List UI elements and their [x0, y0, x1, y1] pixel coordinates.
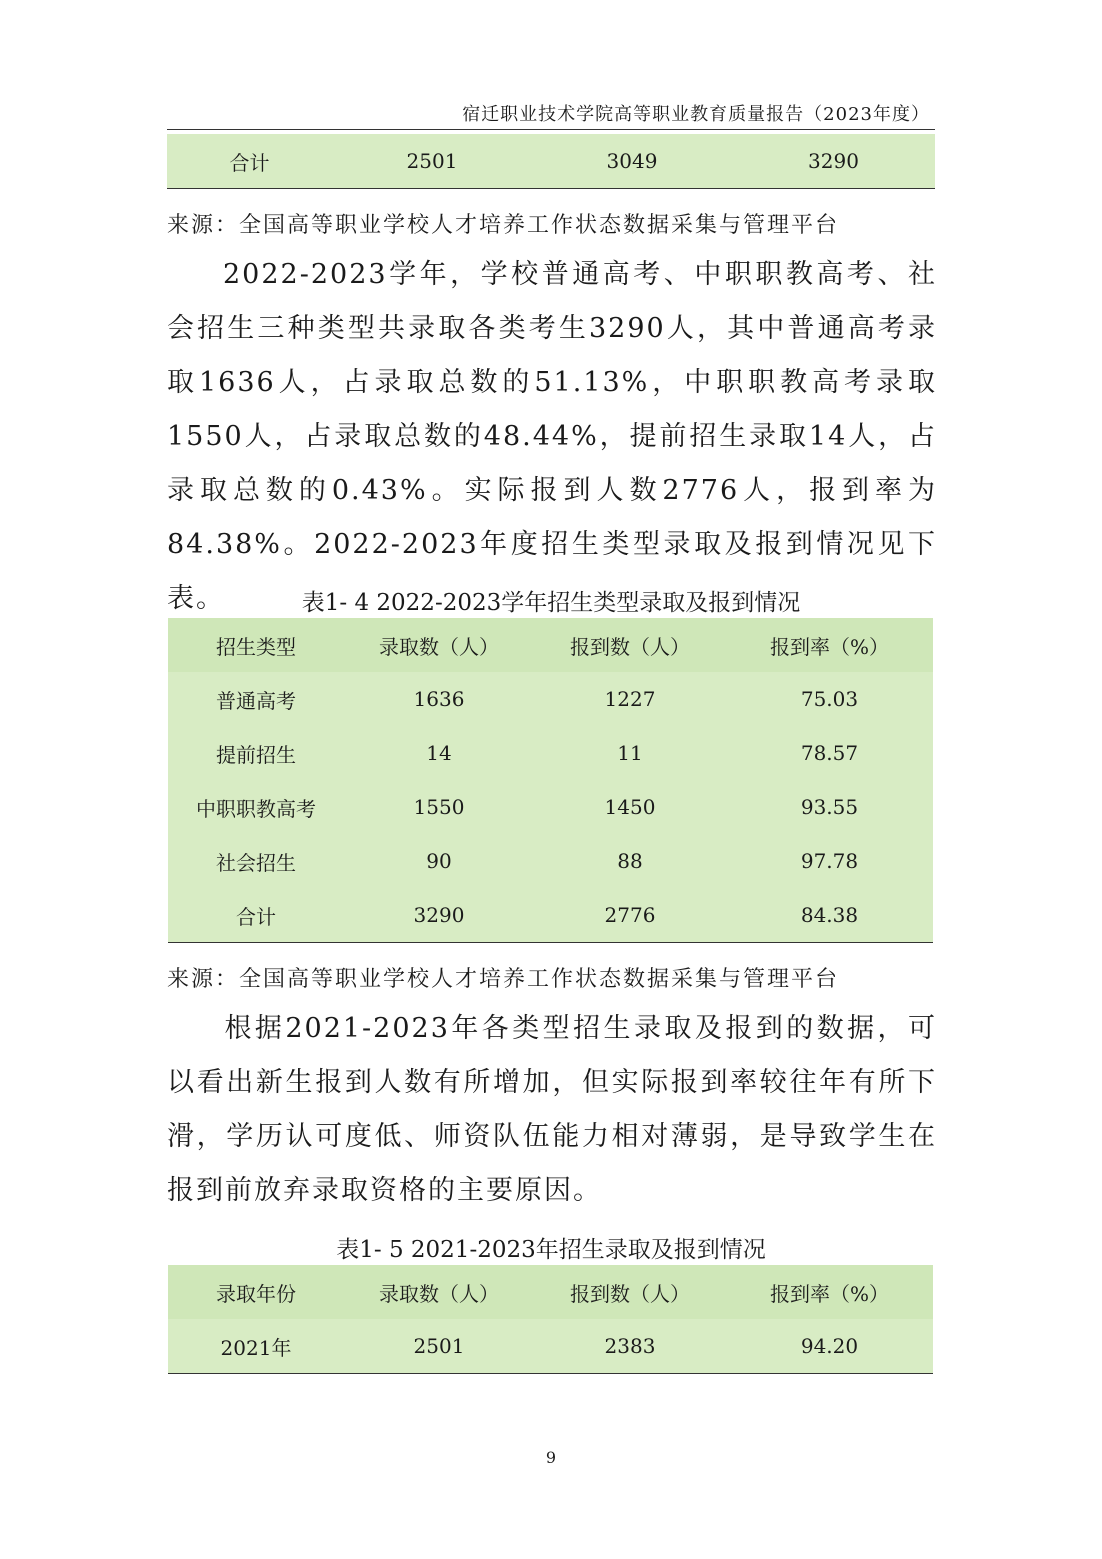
table-cell: 97.78 — [800, 849, 859, 873]
table-row — [168, 834, 933, 888]
table-row — [168, 888, 933, 943]
table-header-cell: 录取数（人） — [379, 634, 499, 659]
table-cell: 3290 — [808, 149, 859, 173]
table-cell: 1450 — [604, 795, 656, 819]
table-caption: 表1- 4 2022-2023学年招生类型录取及报到情况 — [301, 590, 801, 616]
paragraph-text: 根据2021-2023年各类型招生录取及报到的数据，可以看出新生报到人数有所增加，但实际报到率较往年有所下滑，学历认可度低、师资队伍能力相对薄弱，是导致学生在报到前放弃录取资格的主要原因。 — [167, 1013, 937, 1206]
table-header-cell: 报到数（人） — [570, 634, 690, 659]
table-cell: 11 — [617, 741, 643, 765]
table-cell: 2383 — [604, 1334, 656, 1358]
running-header: 宿迁职业技术学院高等职业教育质量报告（2023年度） — [462, 104, 930, 125]
table-cell: 中职职教高考 — [196, 796, 316, 821]
table-cell: 1636 — [413, 687, 465, 711]
table-header-cell: 招生类型 — [216, 634, 296, 659]
table-cell: 78.57 — [800, 741, 859, 765]
table-cell: 84.38 — [800, 903, 859, 927]
table-cell: 14 — [426, 741, 452, 765]
table-cell: 90 — [426, 849, 452, 873]
table-cell: 93.55 — [800, 795, 859, 819]
source-note: 来源：全国高等职业学校人才培养工作状态数据采集与管理平台 — [167, 213, 840, 238]
table-cell: 普通高考 — [216, 688, 296, 713]
admission-year-table — [168, 1265, 933, 1374]
body-paragraph — [167, 1002, 937, 1218]
table-cell: 1550 — [413, 795, 465, 819]
table-row — [168, 726, 933, 780]
table-cell: 2021年 — [220, 1335, 292, 1360]
table-row — [168, 672, 933, 726]
table-cell: 2501 — [406, 149, 458, 173]
table-row — [168, 780, 933, 834]
table-cell: 3290 — [413, 903, 465, 927]
table-header-row — [168, 618, 933, 672]
table-row — [167, 134, 935, 189]
page-number: 9 — [545, 1448, 557, 1467]
table-cell: 94.20 — [800, 1334, 859, 1358]
paragraph-text: 2022-2023学年，学校普通高考、中职职教高考、社会招生三种类型共录取各类考生3290人，其中普通高考录取1636人，占录取总数的51.13%，中职职教高考录取1550人，占录取总数的48.44%，提前招生录取14人，占录取总数的0.43%。实际报到人数2776人，报到率为84.38%。2022-2023年度招生类型录取及报到情况见下表。 — [167, 259, 937, 614]
table-header-cell: 报到率（%） — [769, 1281, 889, 1306]
table-cell: 提前招生 — [216, 742, 296, 767]
source-note: 来源：全国高等职业学校人才培养工作状态数据采集与管理平台 — [167, 967, 840, 992]
table-header-cell: 录取数（人） — [379, 1281, 499, 1306]
header-rule — [167, 129, 935, 130]
table-header-cell: 报到数（人） — [570, 1281, 690, 1306]
table-cell: 社会招生 — [216, 850, 296, 875]
table-cell: 3049 — [606, 149, 658, 173]
table-cell: 88 — [617, 849, 643, 873]
table-cell: 2501 — [413, 1334, 465, 1358]
table-cell: 合计 — [229, 150, 270, 175]
table-cell: 合计 — [236, 904, 276, 929]
table-header-cell: 报到率（%） — [769, 634, 889, 659]
admission-type-table — [168, 618, 933, 943]
table-row — [168, 1319, 933, 1374]
table-cell: 2776 — [604, 903, 656, 927]
table-header-row — [168, 1265, 933, 1319]
table-cell: 1227 — [604, 687, 656, 711]
table-caption: 表1- 5 2021-2023年招生录取及报到情况 — [336, 1237, 766, 1263]
table-header-cell: 录取年份 — [216, 1281, 296, 1306]
top-table — [167, 134, 935, 189]
table-cell: 75.03 — [800, 687, 859, 711]
